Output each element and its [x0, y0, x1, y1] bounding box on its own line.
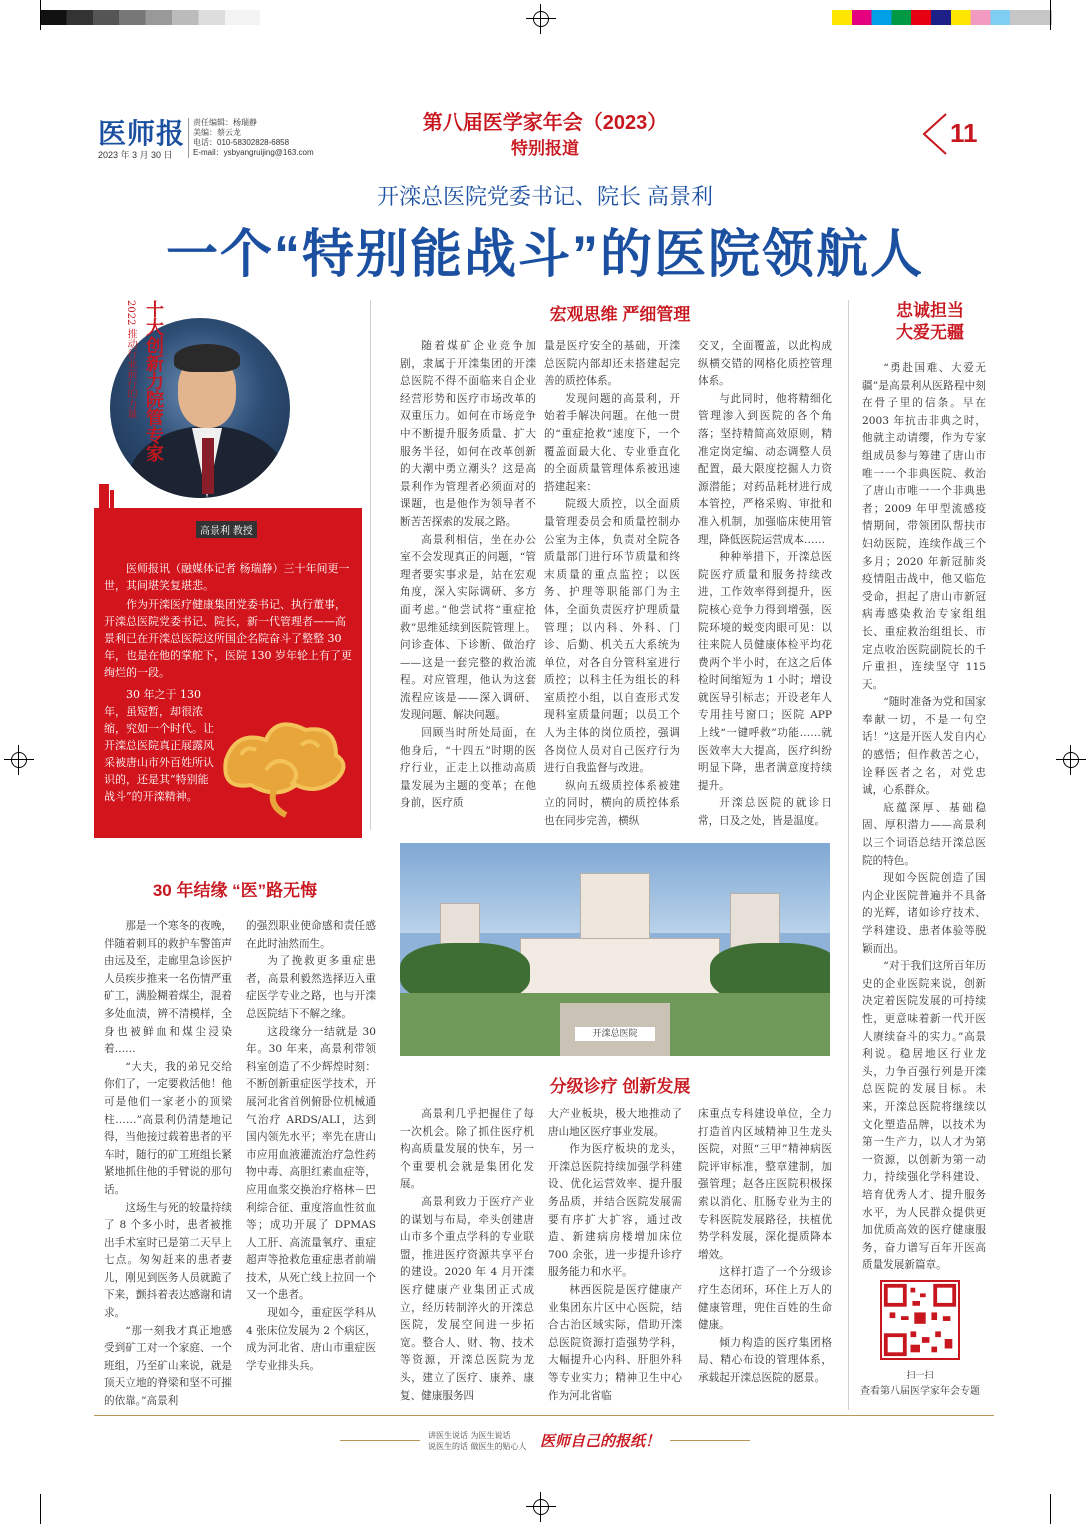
column-5: “勇赴国难、大爱无疆”是高景利从医路程中刻在骨子里的信条。早在 2003 年抗击非典之时，他就主动请缨，作为专家组成员参与筹建了唐山市唯一一个非典医院、救治了唐山市唯一一个非典患者；2009 年甲型流感疫情期间，带领团队帮扶市妇幼医院，连续作战三个多月；2020 年新冠肺炎疫情阻击战中，他又临危受命，担起了唐山市新冠病毒感染救治专家组组长、重症救治组组长、市定点收治医院副院长的千斤重担，连续坚守 115 天。 “随时准备为党和国家奉献一切，不是一句空话！”这是开医人发自内心的感悟；但作救苦之心，诠释医者之名，对党忠诚，心系群众。 底蕴深厚、基础稳固、厚积潜力——高景利以三个词语总结开滦总医院的特色。 现如今医院创造了国内企业医院普遍并不具备的光辉，诸如诊疗技术、学科建设、患者体验等脱颖而出。 “对于我们这所百年历史的企业医院来说，创新决定着医院发展的可持续性，更意味着新一代开医人赓续奋斗的实力。”高景利说。稳居地区行业龙头，力争百强行列是开滦总医院的发展目标。未来，开滦总医院将继续以文化塑造品牌，以技术为第一生产力，以人才为第一资源，以创新为第一动力，持续强化学科建设、培育优秀人才、提升服务水平，为人民群众提供更加优质高效的医疗健康服务，奋力谱写百年开医高质量发展新篇章。 — [862, 362, 986, 1272]
section-subtitle: 特别报道 — [511, 139, 579, 158]
crop-mark — [40, 1494, 41, 1524]
registration-mark-bottom — [526, 1492, 556, 1522]
subhead-tiered-care: 分级诊疗 创新发展 — [549, 1077, 691, 1096]
registration-gray-bar — [40, 10, 260, 25]
qr-caption-scan: 扫一扫 — [906, 1370, 934, 1380]
column-4-bottom: 大产业板块，极大地推动了唐山地区医疗事业发展。 作为医疗板块的龙头，开滦总医院持续加强学科建设、优化运营效率、提升服务品质，并结合医院发展需要有序扩大扩容，通过改造、新建病房楼增加床位 700 余张，进一步提升诊疗服务能力和水平。 林西医院是医疗健康产业集团东片区中心医院，结合古治区域实际，借助开滦总医院资源打造强势学科，大幅提升心内科、肝胆外科等专业实力；精神卫生中心作为河北省临 — [548, 1108, 682, 1402]
phone-line: 电话：010-58302828-6858 — [193, 138, 290, 147]
lead-paragraph-1: 医师报讯（融媒体记者 杨瑞静）三十年间更一世，其间堪笑复堪悲。 — [104, 562, 350, 592]
email-line: E-mail：ysbyangruijing@163.com — [193, 148, 314, 157]
subhead-loyalty: 忠诚担当 大爱无疆 — [896, 301, 964, 342]
crop-mark — [1050, 1494, 1051, 1524]
qr-caption-topic: 查看第八届医学家年会专题 — [860, 1386, 980, 1397]
editor-info — [188, 118, 314, 158]
footer-ornament-left — [340, 1440, 420, 1441]
masthead-logo: 医师报 — [98, 117, 186, 150]
footer-brand: 医师自己的报纸！ — [540, 1432, 661, 1450]
column-rule — [370, 300, 371, 830]
editor-line: 责任编辑：杨瑞静 — [193, 118, 257, 127]
crop-mark — [40, 0, 41, 30]
column-5-bottom: 床重点专科建设单位，全力打造首内区域精神卫生龙头医院，对照“三甲”精神病医院评审标准，整章建制，加强管理；赵各庄医院积极探索以消化、肛肠专业为主的专科医院发展路径，扶植优势学科发展，深化提质降本增效。 这样打造了一个分级诊疗生态闭环，环住上万人的健康管理，兜住百姓的生命健康。 倾力构造的医疗集团格局、精心布设的管理体系，承载起开滦总医院的愿景。 — [698, 1108, 832, 1384]
designer-line: 美编：蔡云龙 — [193, 128, 241, 137]
column-3-top: 量是医疗安全的基础，开滦总医院内部却还未搭建起完善的质控体系。 发现问题的高景利，开始着手解决问题。在他一贯的“重症抢救”速度下，一个覆盖面最大化、专业垂直化的全面质量管理体系被迅速搭建起来： 院级大质控，以全面质量管理委员会和质量控制办公室为主体，负责对全院各质量部门进行环节质量和终末质量的重点监控；以医务、护理等职能部门为主体，全面负责医疗护理质量管理；以内科、外科、门诊、后勤、机关五大系统为单位，对各自分管科室进行质控；以科主任为组长的科室质控小组，以自查形式发现科室质量问题；以员工个人为主体的岗位质控，强调各岗位人员对自己医疗行为进行自我监督与改进。 纵向五级质控体系被建立的同时，横向的质控体系也在同步完善，横纵 — [544, 340, 680, 828]
registration-color-bar — [832, 10, 1052, 25]
article-headline: 一个“特别能战斗”的医院领航人 — [165, 226, 924, 284]
article-kicker: 开滦总医院党委书记、院长 高景利 — [376, 184, 714, 209]
column-3-bottom: 高景利几乎把握住了每一次机会。除了抓住医疗机构高质量发展的快车，另一个重要机会就是集团化发展。 高景利致力于医疗产业的谋划与布局，牵头创建唐山市多个重点学科的专业联盟，推进医疗资源共享平台的建设。2020 年 4 月开滦医疗健康产业集团正式成立，经历转制淬火的开滦总医院，发展空间进一步拓宽。整合人、财、物、技术等资源，开滦总医院为龙头，建立了医疗、康养、康复、健康服务四 — [400, 1108, 534, 1402]
footer-slogan: 讲医生说话 为医生说话 说医生的话 做医生的贴心人 — [428, 1431, 527, 1451]
issue-date: 2023 年 3 月 30 日 — [98, 150, 173, 160]
auspicious-cloud-icon — [206, 700, 356, 820]
hospital-photo — [400, 843, 830, 1056]
award-subtitle: 2022 推动行业前行的力量 — [125, 300, 136, 419]
registration-mark-top — [526, 4, 556, 34]
decorative-red-bar — [99, 484, 109, 508]
portrait-caption: 高景利 教授 — [196, 521, 257, 538]
column-1-bottom: 那是一个寒冬的夜晚，伴随着刺耳的救护车警笛声由远及至，走廊里急诊医护人员疾步推来一名伤情严重矿工，满脸糊着煤尘，混着多处血渍，辨不清模样，全身也被鲜血和煤尘浸染着…… “大夫，我的弟兄交给你们了，一定要救活他！他可是他们一家老小的顶梁柱……”高景利仍清楚地记得，当他接过载着患者的平车时，随行的矿工班组长紧紧地抓住他的手臂说的那句话。 这场生与死的较量持续了 8 个多小时，患者被推出手术室时已是第二天早上七点。匆匆赶来的患者妻儿，刚见到医务人员就跪了下来，颤抖着表达感谢和请求。 “那一刻我才真正地感受到矿工对一个家庭、一个班组，乃至矿山来说，就是顶天立地的脊梁和坚不可摧的依靠。”高景利 — [104, 920, 232, 1408]
registration-mark-right — [1056, 745, 1086, 775]
award-title: 十大创新力院管专家 — [143, 300, 164, 462]
registration-mark-left — [4, 745, 34, 775]
column-2-bottom: 的强烈职业使命感和责任感在此时油然而生。 为了挽救更多重症患者，高景利毅然选择迈入重症医学专业之路，也与开滦总医院结下不解之缘。 这段缘分一结就是 30 年。30 年来，高景利带领科室创造了不少辉煌时刻：不断创新重症医学技术，开展河北省首例俯卧位机械通气治疗 ARDS/ALI，达到国内领先水平；率先在唐山市应用血液灌流治疗急性药物中毒、高胆红素血症等，应用血浆交换治疗格林－巴利综合征、重度溶血性贫血等；成功开展了 DPMAS 人工肝、高流量氧疗、重症超声等抢救危重症患者前端技术，从死亡线上拉回一个又一个患者。 现如今，重症医学科从 4 张床位发展为 2 个病区，成为河北省、唐山市重症医学专业排头兵。 — [246, 920, 376, 1372]
subhead-macro-thinking: 宏观思维 严细管理 — [549, 305, 691, 324]
subhead-30-years: 30 年结缘 “医”路无悔 — [152, 881, 318, 900]
hospital-sign: 开滦总医院 — [575, 1027, 655, 1041]
decorative-red-bar — [110, 490, 114, 508]
lead-paragraph-3: 30 年之于 130 年，虽短暂，却很浓缩，究如一个时代。让开滦总医院真正展露风采被唐山市外百姓所认识的，还是其“特别能战斗”的开滦精神。 — [104, 688, 214, 803]
footer-rule — [94, 1415, 994, 1416]
lead-paragraph-2: 作为开滦医疗健康集团党委书记、执行董事，开滦总医院党委书记、院长，新一代管理者——高景利已在开滦总医院这所国企名院奋斗了整整 30 年，也是在他的掌舵下，医院 130 岁年轮上有了更绚烂的一段。 — [104, 598, 352, 679]
crop-mark — [1050, 0, 1051, 30]
qr-code-icon[interactable] — [880, 1280, 960, 1360]
column-4-top: 交叉，全面覆盖，以此构成纵横交错的网格化质控管理体系。 与此同时，他将精细化管理渗入到医院的各个角落；坚持精简高效原则，精准定岗定编、动态调整人员配置，最大限度挖掘人力资源潜能；对药品耗材进行成本管控，严格采购、审批和准入机制，加强临床使用管理，降低医院运营成本…… 种种举措下，开滦总医院医疗质量和服务持续改进，工作效率得到提升，医院核心竞争力得到增强，医院环境的蜕变肉眼可见：以往来院人员健康体检平均花费两个半小时，在这之后体检时间缩短为 1 小时；增设就医导引标志；开设老年人专用挂号窗口；医院 APP 上线“一键呼救”功能……就医效率大大提高，医疗纠纷明显下降，患者满意度持续提升。 开滦总医院的就诊日常，日及之处，皆是温度。 — [698, 340, 832, 828]
column-2-top: 随着煤矿企业竞争加剧，隶属于开滦集团的开滦总医院不得不面临来自企业经营形势和医疗市场改革的双重压力。如何在市场竞争中不断提升服务质量、扩大服务半径，如何在改革创新的大潮中勇立潮头？这是高景利作为管理者必须面对的课题，也是他作为领导者不断苦苦探索的发展之路。 高景利相信，坐在办公室不会发现真正的问题，“管理者要实事求是，站在宏观角度，深入实际调研、多方面考虑。”他尝试将“重症抢救”思维延续到医院管理上。问诊查体、下诊断、做治疗——这是一套完整的救治流程。对应管理，他认为这套流程应该是——深入调研、发现问题、解决问题。 回顾当时所处局面，在他身后，“十四五”时期的医疗行业，正走上以推动高质量发展为主题的变革；在他身前，医疗质 — [400, 340, 536, 810]
section-title: 第八届医学家年会（2023） — [422, 112, 668, 134]
column-rule — [848, 300, 849, 1410]
footer-ornament-right — [670, 1440, 750, 1441]
page-number: 11 — [950, 118, 978, 148]
